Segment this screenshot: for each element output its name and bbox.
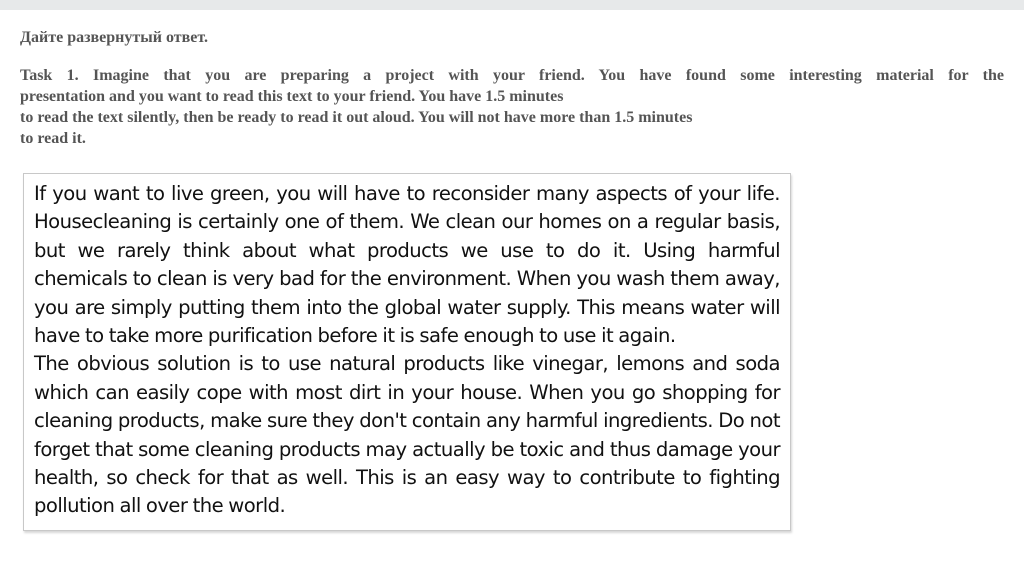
reading-text-box	[23, 173, 791, 531]
task-instructions	[20, 65, 1004, 149]
task-line-1-text: Task 1. Imagine that you are preparing a project with your friend. You have found some interesting material for the	[20, 67, 1004, 84]
task-line-1	[20, 65, 1004, 86]
task-line-4: to read it.	[20, 130, 86, 147]
task-line-3: to read the text silently, then be ready to read it out aloud. You will not have more than 1.5 minutes	[20, 109, 693, 126]
instruction-heading: Дайте развернутый ответ.	[20, 29, 208, 46]
task-content	[20, 28, 1004, 149]
reading-paragraph-1: If you want to live green, you will have to reconsider many aspects of your life. Housecleaning is certainly one of them. We clean our homes on a regular basis, but we rarely think about what products we use to do it. Using harmful chemicals to clean is very bad for the environment. When you wash them away, you are simply putting them into the global water supply. This means water will have to take more purification before it is safe enough to use it again.	[34, 182, 780, 348]
reading-paragraph-2: The obvious solution is to use natural products like vinegar, lemons and soda which can easily cope with most dirt in your house. When you go shopping for cleaning products, make sure they don't contain any harmful ingredients. Do not forget that some cleaning products may actually be toxic and thus damage your health, so check for that as well. This is an easy way to contribute to fighting pollution all over the world.	[34, 352, 780, 518]
task-line-2: presentation and you want to read this text to your friend. You have 1.5 minutes	[20, 88, 564, 105]
top-bar	[0, 0, 1024, 10]
